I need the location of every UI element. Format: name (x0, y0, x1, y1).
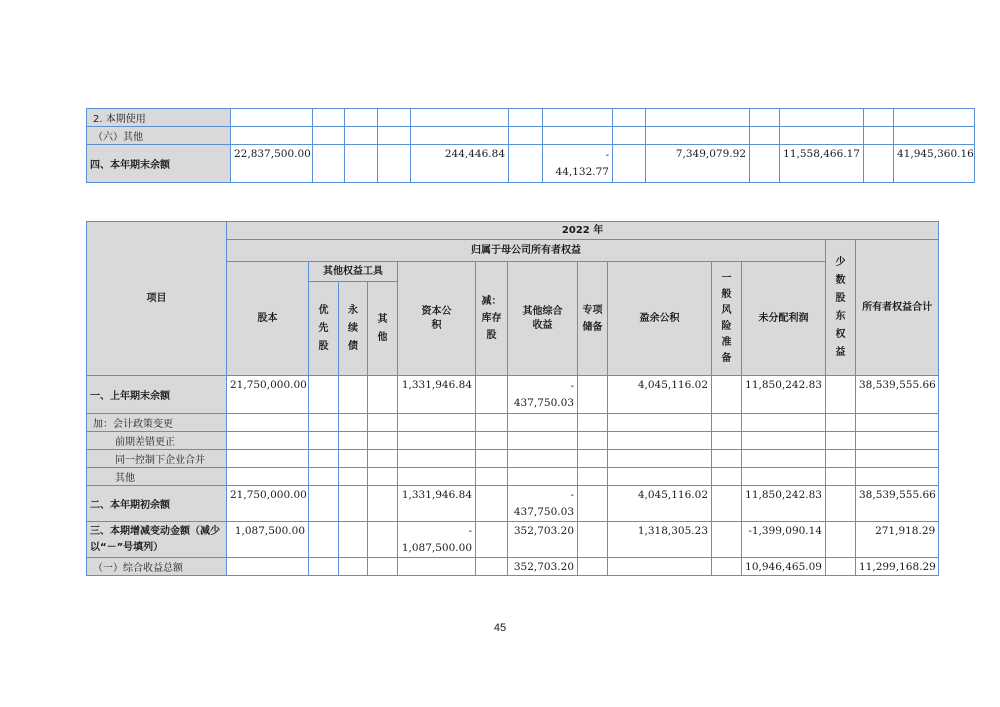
capital-reserve-value: - 1,087,500.00 (398, 522, 476, 558)
oci-value: 352,703.20 (508, 558, 578, 576)
table-row (87, 486, 939, 522)
capital-reserve-value: 244,446.84 (411, 145, 509, 183)
page-number: 45 (493, 622, 507, 634)
item-header: 项目 (87, 222, 227, 376)
share-capital-value: 21,750,000.00 (227, 486, 309, 522)
oci-value: 352,703.20 (508, 522, 578, 558)
equity-changes-table-2022 (86, 221, 939, 576)
row-label: 其他 (87, 468, 227, 486)
oci-header: 其他综合收益 (508, 262, 578, 376)
table-row (87, 109, 975, 127)
share-capital-value: 22,837,500.00 (231, 145, 313, 183)
table-row (87, 414, 939, 432)
retained-earnings-value: 11,850,242.83 (742, 376, 826, 414)
retained-earnings-value: 11,850,242.83 (742, 486, 826, 522)
total-equity-value: 38,539,555.66 (856, 376, 939, 414)
surplus-reserve-value: 7,349,079.92 (646, 145, 750, 183)
share-capital-header: 股本 (227, 262, 309, 376)
row-label: 三、本期增减变动金额（减少以“－”号填列） (87, 522, 227, 558)
table-row (87, 432, 939, 450)
perpetual-bond-header: 永续债 (339, 282, 368, 376)
row-label: 二、本年期初余额 (87, 486, 227, 522)
row-label: 加：会计政策变更 (87, 414, 227, 432)
treasury-stock-header: 减：库存股 (476, 262, 508, 376)
row-label: 2. 本期使用 (87, 109, 231, 127)
row-label: 四、本年期末余额 (87, 145, 231, 183)
retained-earnings-header: 未分配利润 (742, 262, 826, 376)
other-tools-header: 其他 (368, 282, 398, 376)
total-equity-value: 38,539,555.66 (856, 486, 939, 522)
retained-earnings-value: -1,399,090.14 (742, 522, 826, 558)
table-row (87, 450, 939, 468)
year-header: 2022 年 (227, 222, 939, 240)
surplus-reserve-value: 4,045,116.02 (608, 376, 712, 414)
preferred-stock-header: 优先股 (309, 282, 339, 376)
table-row (87, 376, 939, 414)
minority-interest-header: 少数股东权益 (826, 240, 856, 376)
surplus-reserve-value: 1,318,305.23 (608, 522, 712, 558)
oci-value: - 437,750.03 (508, 376, 578, 414)
surplus-reserve-header: 盈余公积 (608, 262, 712, 376)
table-row (87, 145, 975, 183)
total-equity-value: 41,945,360.16 (894, 145, 975, 183)
top-equity-table (86, 108, 975, 183)
special-reserve-header: 专项储备 (578, 262, 608, 376)
oci-value: - 437,750.03 (508, 486, 578, 522)
general-risk-header: 一般风险准备 (712, 262, 742, 376)
row-label: （六）其他 (87, 127, 231, 145)
total-equity-value: 11,299,168.29 (856, 558, 939, 576)
oci-value: - 44,132.77 (543, 145, 613, 183)
surplus-reserve-value: 4,045,116.02 (608, 486, 712, 522)
capital-reserve-value: 1,331,946.84 (398, 376, 476, 414)
row-label: （一）综合收益总额 (87, 558, 227, 576)
share-capital-value: 21,750,000.00 (227, 376, 309, 414)
capital-reserve-header: 资本公积 (398, 262, 476, 376)
retained-earnings-value: 11,558,466.17 (780, 145, 864, 183)
row-label: 前期差错更正 (87, 432, 227, 450)
table-row (87, 127, 975, 145)
total-equity-header: 所有者权益合计 (856, 240, 939, 376)
share-capital-value: 1,087,500.00 (227, 522, 309, 558)
other-equity-tools-header: 其他权益工具 (309, 262, 398, 282)
parent-equity-header: 归属于母公司所有者权益 (227, 240, 826, 262)
table-row (87, 468, 939, 486)
table-row (87, 522, 939, 558)
table-row (87, 558, 939, 576)
total-equity-value: 271,918.29 (856, 522, 939, 558)
row-label: 一、上年期末余额 (87, 376, 227, 414)
row-label: 同一控制下企业合并 (87, 450, 227, 468)
capital-reserve-value: 1,331,946.84 (398, 486, 476, 522)
retained-earnings-value: 10,946,465.09 (742, 558, 826, 576)
